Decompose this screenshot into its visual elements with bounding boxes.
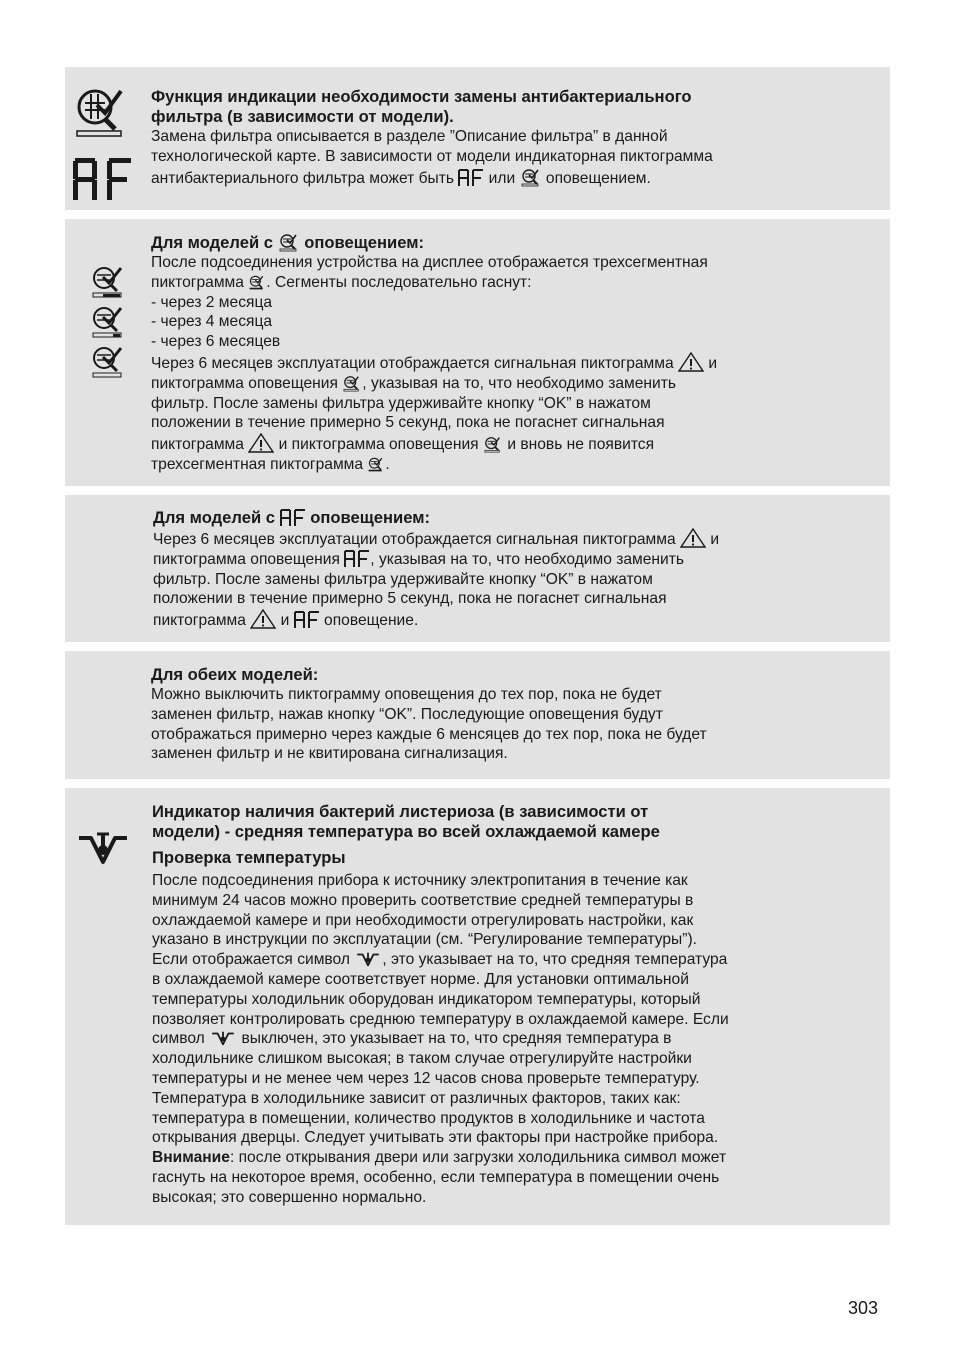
section1-text-fragment: оповещением. xyxy=(545,169,651,187)
section2-body-line: - через 4 месяца xyxy=(151,313,273,331)
section5-body-line: позволяет контролировать среднюю температуру в охлаждаемой камере. Если xyxy=(152,1010,729,1028)
attention-label: Внимание xyxy=(152,1149,230,1167)
section3-text-fragment: и xyxy=(280,612,290,630)
section2-body-line: положении в течение примерно 5 секунд, пока не погаснет сигнальная xyxy=(151,414,665,432)
section2-body-line xyxy=(151,374,876,394)
section2-body-line: - через 6 месяцев xyxy=(151,333,281,351)
warning-triangle-icon xyxy=(678,352,704,372)
af-segment-icon xyxy=(71,156,135,204)
section2-body-line: После подсоединения устройства на дисплее отображается трехсегментная xyxy=(151,254,708,271)
listeria-temperature-icon xyxy=(75,828,131,868)
warning-triangle-icon xyxy=(250,609,276,629)
section3-text-fragment: Через 6 месяцев эксплуатации отображдается сигнальная пиктограмма xyxy=(153,531,676,548)
section5-body-line: температуры холодильник оборудован индикатором температуры, который xyxy=(152,990,701,1008)
section2-body-line xyxy=(151,273,876,293)
af-icon xyxy=(280,509,306,527)
section5-body-line: в охлаждаемой камере соответствует норме. Для установки оптимальной xyxy=(152,970,689,988)
section5-body-line: После подсоединения прибора к источнику электропитания в течение как xyxy=(152,872,688,889)
listeria-temperature-icon xyxy=(209,1029,237,1047)
section2-title-fragment: Для моделей с xyxy=(151,233,273,252)
section5-text-fragment: Если отображается символ xyxy=(152,951,350,969)
section2-text-fragment: . xyxy=(385,455,390,473)
page-number: 303 xyxy=(848,1298,879,1318)
section5-body-line: минимум 24 часов можно проверить соответствие средней температуры в xyxy=(152,891,694,909)
warning-triangle-icon xyxy=(680,528,706,548)
section1-title-line1: Функция индикации необходимости замены антибактериального xyxy=(151,87,692,106)
section3-body-line xyxy=(153,609,876,631)
section3-body-line: фильтр. После замены фильтра удерживайте кнопку “OK” в нажатом xyxy=(153,570,653,588)
section5-body-line: Температура в холодильнике зависит от различных факторов, таких как: xyxy=(152,1089,681,1107)
section3-text-fragment: пиктограмма xyxy=(153,612,246,630)
af-icon xyxy=(294,611,320,629)
section3-title-fragment: Для моделей с xyxy=(153,508,275,527)
filter-indicator-icon xyxy=(278,232,300,252)
filter-indicator-icon xyxy=(248,273,266,291)
section5-body-line xyxy=(152,950,876,970)
section2-side-icons xyxy=(89,263,131,388)
section3-body-line: положении в течение примерно 5 секунд, пока не погаснет сигнальная xyxy=(153,590,667,608)
filter-indicator-icon xyxy=(71,81,129,139)
section2-body-line: фильтр. После замены фильтра удерживайте кнопку “OK” в нажатом xyxy=(151,394,651,412)
section2-body-line xyxy=(151,455,876,475)
section5-body-line xyxy=(152,1029,876,1049)
section3-text-fragment: оповещение. xyxy=(324,612,419,630)
section2-body-line xyxy=(151,352,876,374)
af-icon xyxy=(458,169,484,187)
section1-body-line: Замена фильтра описывается в разделе ”Описание фильтра” в данной xyxy=(151,128,668,145)
section-both-models xyxy=(65,651,890,779)
section-filter-notification-models xyxy=(65,219,890,486)
filter-indicator-icon xyxy=(342,374,362,392)
warning-triangle-icon xyxy=(248,433,274,453)
listeria-temperature-icon xyxy=(354,950,382,968)
section5-text-fragment: выключен, это указывает на то, что средняя температура в xyxy=(241,1030,672,1048)
section2-text xyxy=(151,232,876,475)
section5-body-line: указано в инструкции по эксплуатации (см. “Регулирование температуры”). xyxy=(152,931,697,949)
section2-text-fragment: пиктограмма xyxy=(151,273,244,291)
section-listeria-indicator xyxy=(65,788,890,1225)
section5-text-fragment: , это указывает на то, что средняя температура xyxy=(382,951,728,969)
section5-body-line: холодильнике слишком высокая; в таком случае отрегулируйте настройки xyxy=(152,1050,692,1068)
section2-text-fragment: пиктограмма оповещения xyxy=(151,374,338,392)
section5-text xyxy=(152,802,876,1208)
section2-title-fragment: оповещением: xyxy=(304,233,425,252)
section3-text xyxy=(153,508,876,631)
section-af-notification-models xyxy=(65,495,890,642)
filter-indicator-icon xyxy=(520,167,542,187)
section2-text-fragment: Через 6 месяцев эксплуатации отображдается сигнальная пиктограмма xyxy=(151,354,674,372)
section5-title-line1: Индикатор наличия бактерий листериоза (в зависимости от xyxy=(152,802,649,821)
af-icon xyxy=(344,550,370,568)
section5-title-line2: модели) - средняя температура во всей охлаждаемой камере xyxy=(152,822,660,841)
section4-text xyxy=(151,665,876,764)
section3-text-fragment: пиктограмма оповещения xyxy=(153,550,340,568)
section5-body-line: гаснуть на некоторое время, особенно, если температура в помещении очень xyxy=(152,1168,720,1186)
section5-subtitle: Проверка температуры xyxy=(152,848,346,867)
section4-title: Для обеих моделей: xyxy=(151,665,319,684)
section3-body-line xyxy=(153,550,876,570)
section2-body-line xyxy=(151,433,876,455)
section1-text-fragment: или xyxy=(488,169,516,187)
section-antibacterial-filter xyxy=(65,67,890,210)
section2-text-fragment: , указывая на то, что необходимо заменить xyxy=(362,374,676,392)
section5-body-line xyxy=(152,1148,876,1168)
section3-text-fragment: , указывая на то, что необходимо заменить xyxy=(370,550,684,568)
section1-title-line2: фильтра (в зависимости от модели). xyxy=(151,107,454,126)
section2-text-fragment: и xyxy=(708,354,718,372)
section4-body-line: заменен фильтр, нажав кнопку “OK”. Последующие оповещения будут xyxy=(151,705,663,723)
section4-body-line: Можно выключить пиктограмму оповещения до тех пор, пока не будет xyxy=(151,686,662,703)
section5-body-line: открывания дверцы. Следует учитывать эти факторы при настройке прибора. xyxy=(152,1129,719,1147)
filter-indicator-icon xyxy=(483,435,503,453)
section4-body-line: заменен фильтр и не квитирована сигнализация. xyxy=(151,745,508,763)
section2-text-fragment: и вновь не появится xyxy=(507,436,655,454)
section2-text-fragment: трехсегментная пиктограмма xyxy=(151,455,364,473)
section5-body-line: температуры и не менее чем через 12 часов снова проверьте температуру. xyxy=(152,1069,700,1087)
section2-body-line: - через 2 месяца xyxy=(151,293,273,311)
section1-text-fragment: антибактериального фильтра может быть xyxy=(151,169,454,187)
section5-side-icons xyxy=(75,828,131,873)
filter-indicator-icon xyxy=(367,455,385,473)
section4-body-line: отображаться примерно через каждые 6 менсяцев до тех пор, пока не будет xyxy=(151,725,707,743)
section3-text-fragment: и xyxy=(710,531,720,548)
section3-body-line xyxy=(153,528,876,550)
section5-body-line: высокая; это совершенно нормально. xyxy=(152,1188,427,1206)
section2-text-fragment: . Сегменты последовательно гаснут: xyxy=(266,273,532,291)
section2-text-fragment: пиктограмма xyxy=(151,436,244,454)
section5-text-fragment: символ xyxy=(152,1030,205,1048)
section3-title-fragment: оповещением: xyxy=(310,508,431,527)
section5-text-fragment: : после открывания двери или загрузки холодильника символ может xyxy=(229,1149,727,1167)
section1-body-line: технологической карте. В зависимости от модели индикаторная пиктограмма xyxy=(151,147,713,165)
section5-body-line: охлаждаемой камере и при необходимости отрегулировать настройки, как xyxy=(152,911,694,929)
filter-indicator-icon xyxy=(89,263,131,383)
section5-body-line: температура в помещении, количество продуктов в холодильнике и частота xyxy=(152,1109,705,1127)
section1-side-icons xyxy=(71,81,135,204)
section1-body-line xyxy=(151,167,876,189)
section1-text xyxy=(151,87,876,188)
section2-text-fragment: и пиктограмма оповещения xyxy=(278,436,479,454)
section2-title xyxy=(151,232,876,253)
section3-title xyxy=(153,508,876,528)
